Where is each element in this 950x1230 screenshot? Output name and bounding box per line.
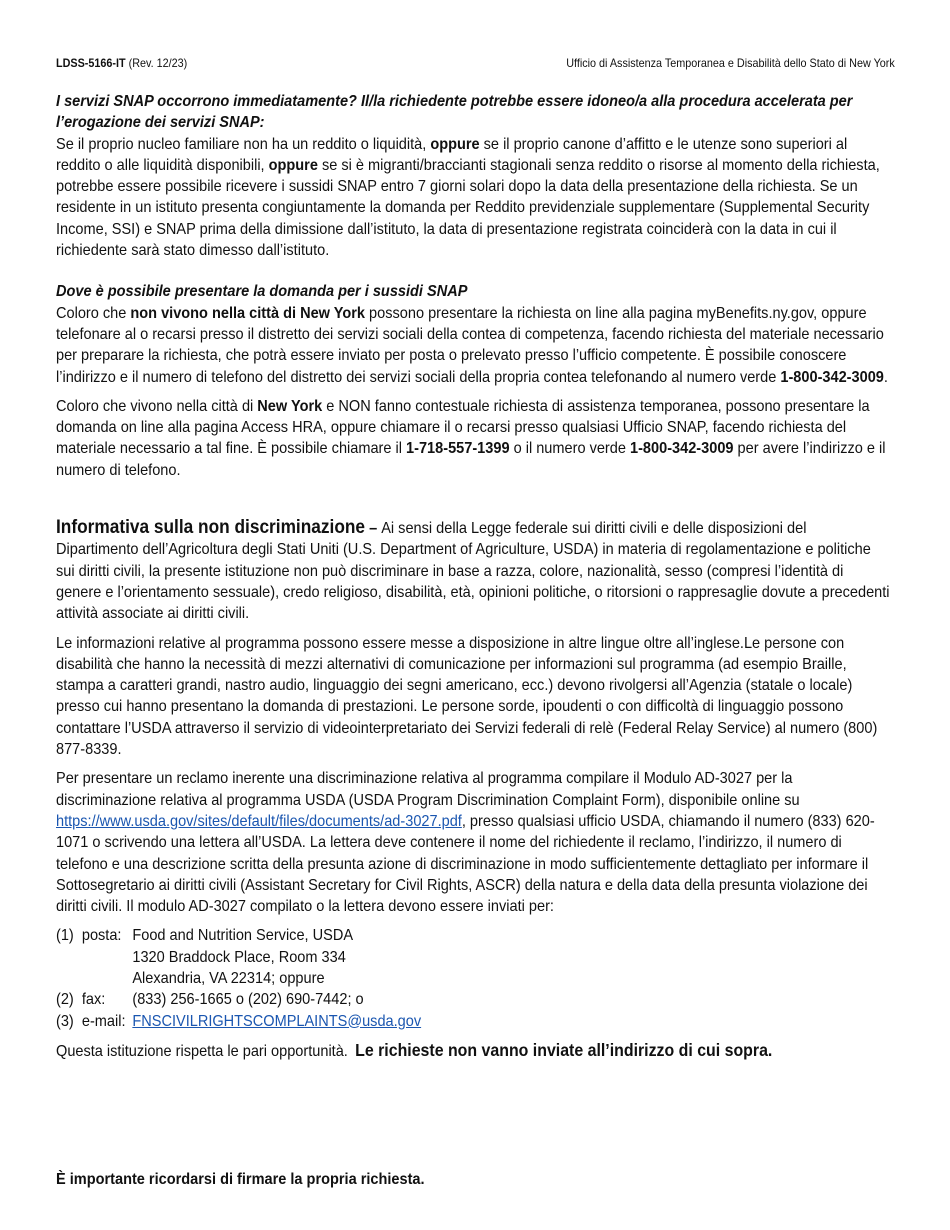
ad-3027-link[interactable]: https://www.usda.gov/sites/default/files/documents/ad-3027.pdf <box>56 812 462 830</box>
text-run: e NON fanno contestuale richiesta di assistenza temporanea, possono presentare la domanda on line alla pagina Access HRA, oppure chiamare il o recarsi presso qualsiasi Ufficio SNAP, facendo richiesta del materiale necessario a tal fine. È possibile chiamare il <box>56 397 870 458</box>
document-body <box>56 91 892 1062</box>
nondiscrimination-paragraph-2: Le informazioni relative al programma possono essere messe a disposizione in altre lingue oltre all’inglese.Le persone con disabilità che hanno la necessità di mezzi alternativi di comunicazione per informazioni sul programma (ad esempio Braille, stampa a caratteri grandi, nastro audio, linguaggio dei segni americano, ecc.) devono rivolgersi all’Agenzia (statale o locale) presso cui hanno presentano la domanda di prestazioni. Le persone sorde, ipoudenti o con difficoltà di linguaggio possono contattare l’USDA attraverso il servizio di videointerpretariato dei Servizi federali di relè (Federal Relay Service) al numero (800) 877-8339. <box>56 634 878 759</box>
dash: – <box>365 520 382 538</box>
mail-address-line-2: 1320 Braddock Place, Room 334 <box>132 948 346 966</box>
fax-numbers: (833) 256-1665 o (202) 690-7442; o <box>132 991 364 1009</box>
equal-opportunity-line <box>56 1040 892 1062</box>
text-run: se il proprio canone d’affitto e le utenze sono superiori al reddito o alle liquidità disponibili, <box>56 135 848 174</box>
phone-number: 1-718-557-1399 <box>406 440 510 458</box>
equal-opportunity-statement: Questa istituzione rispetta le pari opportunità. <box>56 1042 348 1060</box>
mail-label: (1) posta: <box>56 927 122 945</box>
complaints-email-link[interactable]: FNSCIVILRIGHTSCOMPLAINTS@usda.gov <box>132 1012 422 1030</box>
mail-address-line-1: Food and Nutrition Service, USDA <box>132 927 354 945</box>
text-run: Coloro che vivono nella città di <box>56 397 258 415</box>
text-run: o il numero verde <box>509 440 631 458</box>
text-run: per avere l’indirizzo e il numero di telefono. <box>56 440 886 479</box>
expedited-title: I servizi SNAP occorrono immediatamente? Il/la richiedente potrebbe essere idoneo/a alla procedura accelerata per l’erogazione dei servizi SNAP: <box>56 93 853 132</box>
where-title: Dove è possibile presentare la domanda per i sussidi SNAP <box>56 283 468 301</box>
text-run: Ai sensi della Legge federale sui diritti civili e delle disposizioni del Dipartimento dell’Agricoltura degli Stati Uniti (U.S. Department of Agriculture, USDA) in materia di regolamentazione e politiche sui diritti civili, la presente istituzione non può discriminare in base a razza, colore, nazionalità, sesso (compresi l’identità di genere e l’orientamento sessuale), credo religioso, disabilità, età, opinioni politiche, o ritorsioni o rappresaglie dovute a precedenti attività associate ai diritti civili. <box>56 520 890 623</box>
form-revision: (Rev. 12/23) <box>128 56 188 70</box>
fax-label: (2) fax: <box>56 991 106 1009</box>
text-run: , presso qualsiasi ufficio USDA, chiamando il numero (833) 620-1071 o scrivendo una lettera all’USDA. La lettera deve contenere il nome del richiedente il reclamo, l’indirizzo, il numero di telefono e una descrizione scritta della presunta azione di discriminazione in modo sufficientemente dettagliato per informare il Sottosegretario ai diritti civili (Assistant Secretary for Civil Rights, ASCR) della natura e della data della presunta violazione dei diritti civili. Il modulo AD-3027 compilato o la lettera devono essere inviati per: <box>56 812 875 916</box>
text-run: Per presentare un reclamo inerente una discriminazione relativa al programma compilare il Modulo AD-3027 per la discriminazione relativa al programma USDA (USDA Program Discrimination Complaint Form), disponibile online su <box>56 770 800 809</box>
where-paragraph-outside-nyc <box>56 303 892 388</box>
nondiscrimination-paragraph-1 <box>56 517 892 624</box>
text-run: se si è migranti/braccianti stagionali senza reddito o risorse al momento della richiesta, potrebbe essere possibile ricevere i sussidi SNAP entro 7 giorni solari dopo la data della presentazione della richiesta. Se un residente in un istituto presenta congiuntamente la domanda per Reddito previdenziale supplementare (Supplemental Security Income, SSI) e SNAP prima della dimissione dall’istituto, la data di presentazione registrata coinciderà con la data in cui il richiedente sarà stato dimesso dall’istituto. <box>56 156 880 260</box>
nondiscrimination-title: Informativa sulla non discriminazione <box>56 517 366 539</box>
bold-run: non vivono nella città di New York <box>130 304 366 322</box>
bold-run: oppure <box>268 156 318 174</box>
where-to-apply-section <box>56 281 892 481</box>
nondiscrimination-paragraph-3 <box>56 768 892 917</box>
bold-run: oppure <box>430 135 480 153</box>
mail-address-line-3: Alexandria, VA 22314; oppure <box>132 969 325 987</box>
text-run: possono presentare la richiesta on line alla pagina myBenefits.ny.gov, oppure telefonare al o recarsi presso il distretto dei servizi sociali della contea di competenza, facendo richiesta del materiale necessario per preparare la richiesta, che potrà essere inviato per posta o prelevato presso l’ufficio competente. È possibile conoscere l’indirizzo e il numero di telefono del distretto dei servizi sociali della propria contea telefonando al numero verde <box>56 304 884 386</box>
text-run: Coloro che <box>56 304 131 322</box>
page-header <box>56 56 895 70</box>
text-run: Se il proprio nucleo familiare non ha un reddito o liquidità, <box>56 135 431 153</box>
phone-number: 1-800-342-3009 <box>630 440 734 458</box>
form-id <box>56 56 187 70</box>
expedited-paragraph <box>56 134 892 262</box>
nondiscrimination-section <box>56 517 892 1062</box>
email-label: (3) e-mail: <box>56 1012 126 1030</box>
agency-name: Ufficio di Assistenza Temporanea e Disabilità dello Stato di New York <box>566 56 895 70</box>
phone-number: 1-800-342-3009 <box>780 368 884 386</box>
submission-methods <box>56 925 892 1031</box>
where-paragraph-nyc <box>56 396 892 481</box>
expedited-section <box>56 91 892 261</box>
form-code: LDSS-5166-IT <box>56 56 126 70</box>
bold-run: New York <box>257 397 323 415</box>
text-run: . <box>883 368 888 386</box>
sign-reminder: È importante ricordarsi di firmare la propria richiesta. <box>56 1171 425 1188</box>
do-not-send-warning: Le richieste non vanno inviate all’indirizzo di cui sopra. <box>355 1039 773 1060</box>
